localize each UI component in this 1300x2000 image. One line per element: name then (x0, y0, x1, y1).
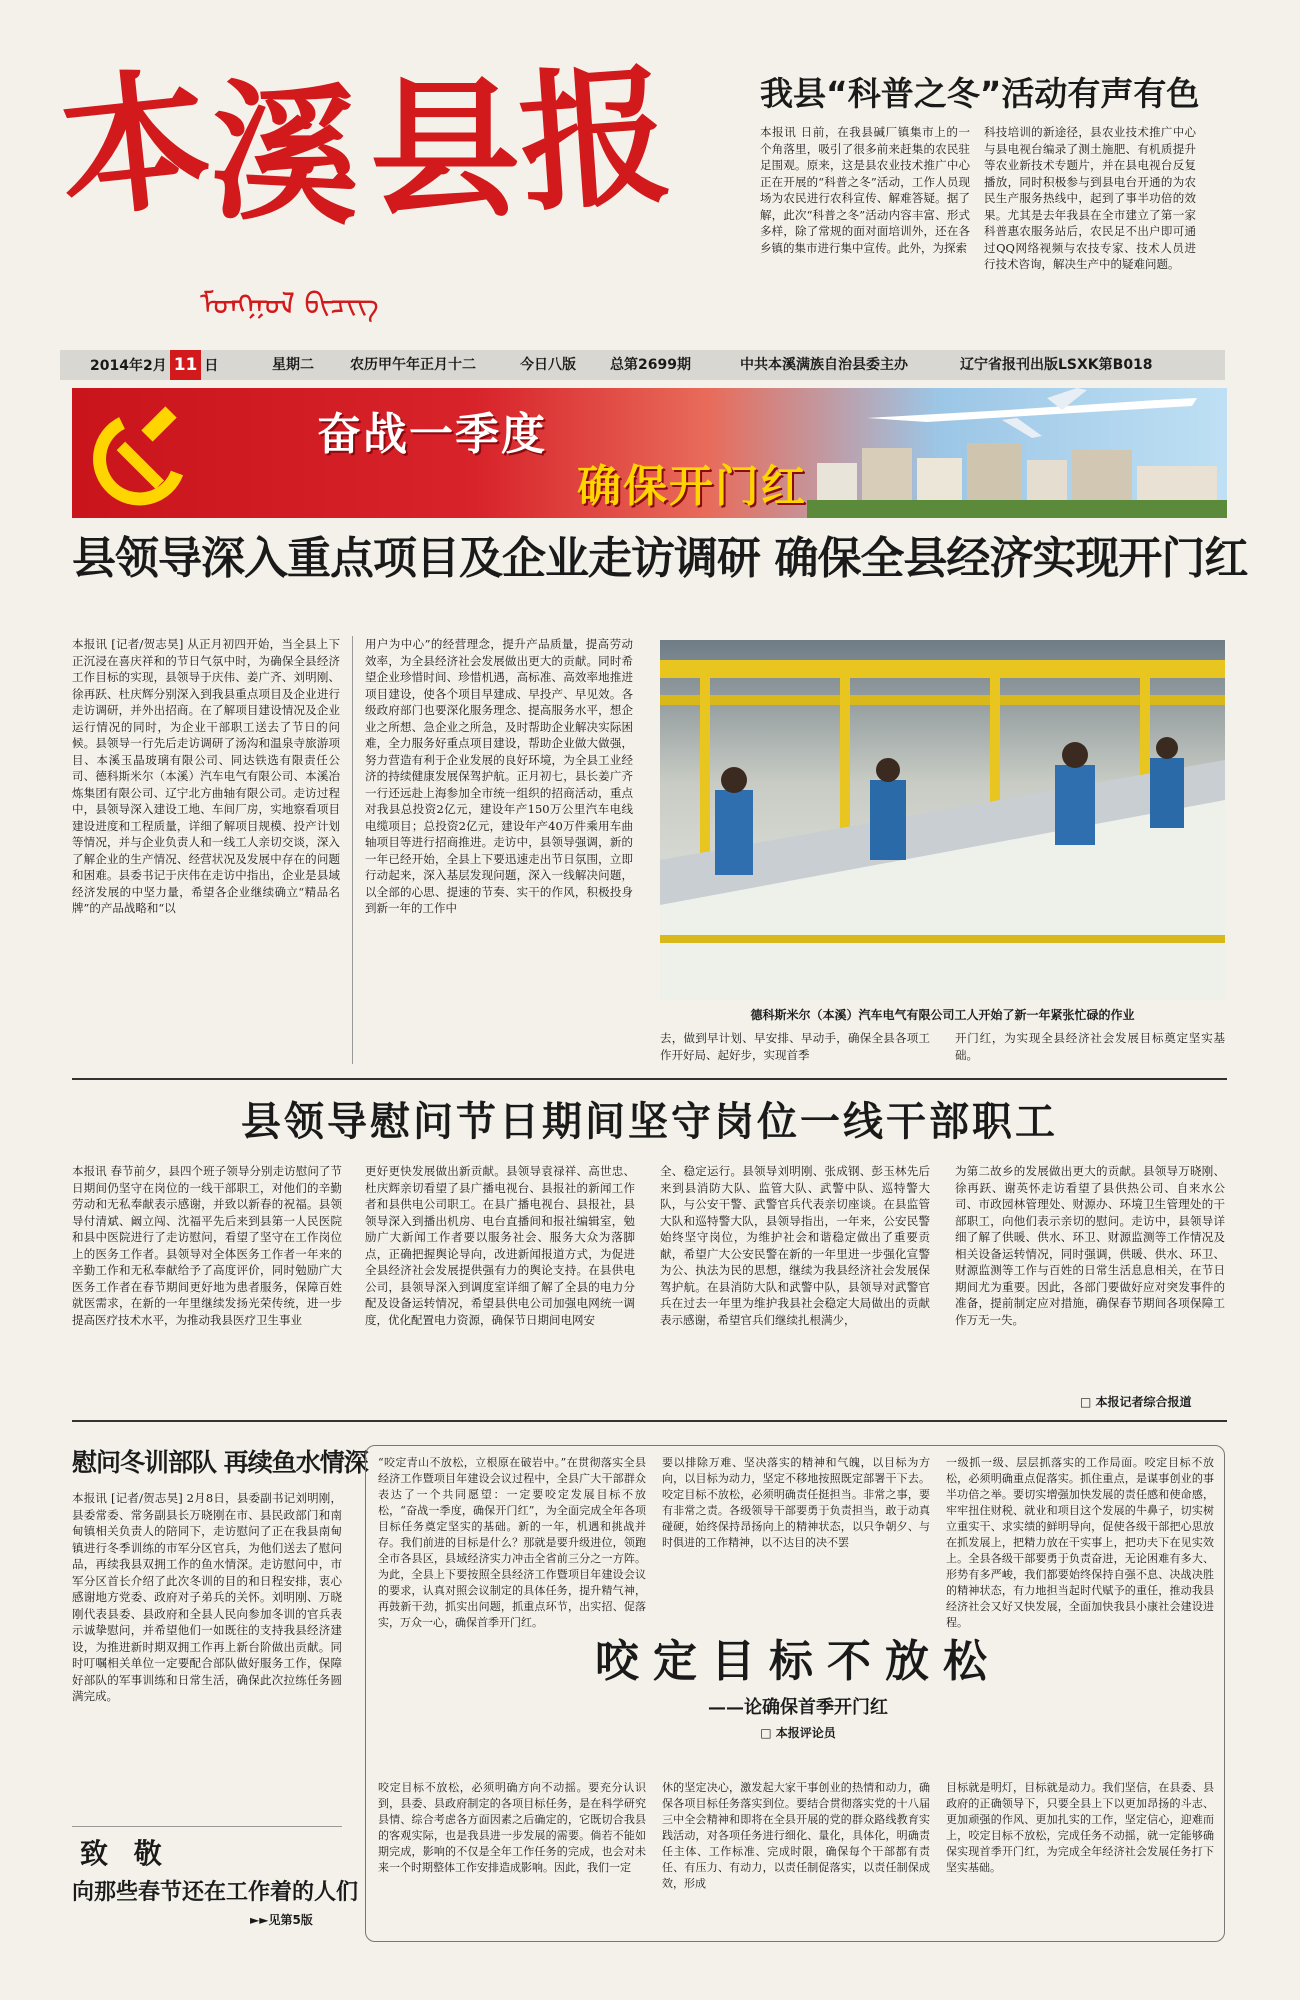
lunar-date: 农历甲午年正月十二 (350, 357, 476, 373)
date-prefix: 2014年2月 (90, 358, 167, 374)
publisher: 中共本溪满族自治县委主办 (740, 357, 908, 373)
date-day: 11 (170, 350, 202, 380)
tribute-title: 致 敬 (80, 1837, 170, 1870)
masthead-char-2: 溪 (205, 63, 365, 247)
lead-column-1: 本报讯 [记者/贺志昊] 从正月初四开始，当全县上下正沉浸在喜庆祥和的节日气氛中时，为确保全县经济工作目标的实现，县领导于庆伟、姜广齐、刘明刚、徐再跃、杜庆辉分别深入到我县重点项目及企业进行走访调研，并外出招商。在了解项目建设情况及企业运行情况的同时，为企业干部职工送去了节日的问候。县领导一行先后走访调研了汤沟和温泉寺旅游项目、本溪玉晶玻璃有限公司、同达铁选有限责任公司、德科斯米尔（本溪）汽车电气有限公司、本溪冶炼集团有限公司、辽宁北方曲轴有限公司。走访过程中，县领导深入建设工地、车间厂房，实地察看项目建设进度和工程质量，详细了解项目规模、投产计划等情况，并与企业负责人和一线工人亲切交谈，深入了解企业的生产情况、经营状况及发展中存在的问题和困难。县委书记于庆伟在走访中指出，企业是县域经济发展的中坚力量，希望各企业继续确立“精品名牌”的产品战略和“以 (72, 637, 340, 915)
lead-headline: 县领导深入重点项目及企业走访调研 确保全县经济实现开门红 (72, 533, 1248, 584)
editorial-title-box (588, 1630, 1008, 1770)
license-number: 辽宁省报刊出版LSXK第B018 (960, 357, 1153, 373)
second-column-4: 为第二故乡的发展做出更大的贡献。县领导万晓刚、徐再跃、谢英怀走访看望了县供热公司、自来水公司、市政园林管理处、财源办、环境卫生管理处的干部职工，向他们表示亲切的慰问。走访中，县领导详细了解了供暖、供水、环卫、财源监测等工作情况及相关设备运转情况，同时强调，供暖、供水、环卫、财源监测等工作与百姓的日常生活息息相关，在节日期间尤为重要。因此，各部门要做好应对突发事件的准备，提前制定应对措施，确保春节期间各项保障工作万无一失。 (955, 1164, 1225, 1327)
editorial-col1-bottom: 咬定目标不放松，必须明确方向不动摇。要充分认识到，县委、县政府制定的各项目标任务，是在科学研究县情、综合考虑各方面因素之后确定的，它既切合我县的客观实际，也是我县进一步发展的需要。倘若不能如期完成，影响的不仅是全年工作任务的完成，也会对未来一个时期整体工作安排造成影响。因此，我们一定 (378, 1781, 646, 1874)
lead-column-2: 用户为中心”的经营理念，提升产品质量，提高劳动效率，为全县经济社会发展做出更大的贡献。同时希望企业珍惜时间、珍惜机遇，高标准、高效率地推进项目建设，使各个项目早建成、早投产、早见效。各级政府部门也要深化服务理念、提高服务水平，想企业之所想、急企业之所急，及时帮助企业解决实际困难，全力服务好重点项目建设，帮助企业做大做强，努力营造有利于企业发展的良好环境，为全县工业经济的持续健康发展保驾护航。正月初七，县长姜广齐一行还远赴上海参加全市统一组织的招商活动，重点对我县总投资2亿元，建设年产150万公里汽车电线电缆项目；总投资2亿元，建设年产40万件乘用车曲轴项目等进行招商推进。走访中，县领导强调，新的一年已经开始，全县上下要迅速走出节日氛围，立即行动起来，深入基层发现问题，深入一线解决问题，以全部的心思、提速的节奏、实干的作风，积极投身到新一年的工作中 (365, 637, 633, 915)
editorial-byline: □ 本报评论员 (760, 1726, 836, 1740)
editorial-col2-top: 要以排除万难、坚决落实的精神和气魄，以目标为方向，以目标为动力，坚定不移地按照既定部署干下去。咬定目标不放松，必须明确责任挺担当。非常之事，要有非常之责。各级领导干部要勇于负责担当，敢于动真碰硬，始终保持昂扬向上的精神状态，以只争朝夕、与时俱进的工作精神，以不达目的决不罢 (662, 1456, 930, 1549)
masthead (51, 46, 700, 345)
party-emblem-icon (92, 398, 202, 508)
page-count: 今日八版 (520, 357, 576, 373)
masthead-char-3: 县 (370, 62, 521, 238)
dateline-bar (60, 350, 1225, 380)
second-headline: 县领导慰问节日期间坚守岗位一线干部职工 (241, 1098, 1058, 1145)
top-story-column-1: 本报讯 日前，在我县碱厂镇集市上的一个角落里，吸引了很多前来赶集的农民驻足围观。原来，这是县农业技术推广中心正在开展的“科普之冬”活动，工作人员现场为农民进行农科宣传、解难答疑。据了解，此次“科普之冬”活动内容丰富、形式多样，除了常规的面对面培训外，还在各乡镇的集市进行集中宣传。此外，为探索 (760, 125, 970, 255)
editorial-byline-text: 本报评论员 (775, 1726, 836, 1740)
lead-column-4: 开门红，为实现全县经济社会发展目标奠定坚实基础。 (955, 1031, 1225, 1062)
sidebar-headline: 慰问冬训部队 再续鱼水情深 (72, 1448, 368, 1477)
editorial-subtitle: ——论确保首季开门红 (708, 1697, 888, 1718)
second-column-2: 更好更快发展做出新贡献。县领导袁禄祥、高世忠、杜庆辉亲切看望了县广播电视台、县报社的新闻工作者和县供电公司职工。在县广播电视台、县报社，县领导深入到播出机房、电台直播间和报社编辑室，勉励广大新闻工作者要以服务社会、服务大众为落脚点，正确把握舆论导向，改进新闻报道方式，为促进全县经济社会发展提供强有力的舆论支持。在县供电公司，县领导深入到调度室详细了解了全县的电力分配及设备运转情况，希望县供电公司加强电网统一调度，优化配置电力资源，确保节日期间电网安 (365, 1164, 635, 1327)
weekday: 星期二 (272, 357, 314, 373)
date-suffix: 日 (204, 358, 219, 374)
second-byline-text: 本报记者综合报道 (1095, 1395, 1192, 1409)
banner-line-1: 奋战一季度 (317, 409, 547, 460)
factory-workers-image (660, 640, 1225, 1000)
sidebar-body: 本报讯 [记者/贺志昊] 2月8日，县委副书记刘明刚，县委常委、常务副县长万晓刚在市、县民政部门和南甸镇相关负责人的陪同下，走访慰问了正在我县南甸镇进行冬季训练的市军分区官兵，为他们送去了慰问品，再续我县双拥工作的鱼水情深。走访慰问中，市军分区首长介绍了此次冬训的目的和日程安排，衷心感谢地方党委、政府对子弟兵的关怀。刘明刚、万晓刚代表县委、县政府和全县人民向参加冬训的官兵表示诚挚慰问，并希望他们一如既往的支持我县经济建设，为推进新时期双拥工作再上新台阶做出贡献。同时叮嘱相关单位一定要配合部队做好服务工作，保障好部队的军事训练和日常生活，确保此次拉练任务圆满完成。 (72, 1491, 342, 1703)
photo-caption: 德科斯米尔（本溪）汽车电气有限公司工人开始了新一年紧张忙碌的作业 (750, 1008, 1135, 1022)
lead-column-3: 去，做到早计划、早安排、早动手，确保全县各项工作开好局、起好步，实现首季 (660, 1031, 930, 1062)
city-skyline-icon (807, 388, 1227, 518)
top-story-column-2: 科技培训的新途径，县农业技术推广中心与县电视台编录了测土施肥、有机质提升等农业新技术专题片，并在县电视台反复播放，同时积极参与到县电台开通的为农民生产服务热线中，起到了事半功倍的效果。尤其是去年我县在全市建立了第一家科普惠农服务站后，农民足不出户即可通过QQ网络视频与农技专家、技术人员进行技术咨询，解决生产中的疑难问题。 (984, 125, 1196, 271)
second-column-3: 全、稳定运行。县领导刘明刚、张成钢、彭玉林先后来到县消防大队、监管大队、武警中队、巡特警大队，与公安干警、武警官兵代表亲切座谈。在县监管大队和巡特警大队，县领导指出，一年来，公安民警始终坚守岗位，为维护社会和谐稳定做出了重要贡献，希望广大公安民警在新的一年里进一步强化宣警为公、执法为民的思想，继续为我县经济社会发展保驾护航。在县消防大队和武警中队，县领导对武警官兵在过去一年里为维护我县社会稳定大局做出的贡献表示感谢，希望官兵们继续扎根满少， (660, 1164, 930, 1327)
masthead-mongol-script: ᠮᠣᠩᠭᠣᠯ ᠪᠢᠴᠢᠭ (200, 287, 379, 322)
campaign-banner (72, 388, 1227, 518)
masthead-char-1: 本 (51, 49, 219, 241)
tribute-subtitle: 向那些春节还在工作着的人们 (72, 1879, 359, 1905)
top-story-headline: 我县“科普之冬”活动有声有色 (760, 74, 1200, 113)
editorial-col2-bottom: 休的坚定决心，激发起大家干事创业的热情和动力，确保各项目标任务落实到位。要结合贯彻落实党的十八届三中全会精神和即将在全县开展的党的群众路线教育实践活动，对各项任务进行细化、量化，具体化，明确责任主体、工作标准、完成时限，确保每个干部都有责任、有压力、有动力，以责任制促落实，以责任制保成效，形成 (662, 1781, 930, 1890)
second-column-1: 本报讯 春节前夕，县四个班子领导分别走访慰问了节日期间仍坚守在岗位的一线干部职工，对他们的辛勤劳动和无私奉献表示感谢，并致以新春的祝福。县领导付清斌、阚立闯、沈福平先后来到县第一人民医院和县中医院进行了走访慰问，看望了坚守在工作岗位上的医务工作者。县领导对全体医务工作者一年来的辛勤工作和无私奉献给予了高度评价，同时勉励广大医务工作者在春节期间更好地为患者服务，保障百姓就医需求，在新的一年里继续发扬光荣传统，进一步提高医疗技术水平，为推动我县医疗卫生事业 (72, 1164, 342, 1327)
masthead-char-4: 报 (514, 46, 676, 234)
editorial-title: 咬定目标不放松 (595, 1636, 1001, 1687)
editorial-col1-top: “咬定青山不放松，立根原在破岩中。”在贯彻落实全县经济工作暨项目年建设会议过程中，全县广大干部群众表达了一个共同愿望：一定要咬定发展目标不放松，“奋战一季度，确保开门红”，为全面完成全年各项目标任务奠定坚实的基础。新的一年，机遇和挑战并存。我们前进的目标是什么？那就是要升级进位，领跑全市各县区，县域经济实力冲击全省前三分之一方阵。为此，全县上下要按照全县经济工作暨项目年建设会议的要求，认真对照会议制定的具体任务，提升精气神，再鼓新干劲，抓实出问题，抓重点环节，出实招、促落实，万众一心，确保首季开门红。 (378, 1456, 646, 1629)
editorial-col3-top: 一级抓一级、层层抓落实的工作局面。咬定目标不放松，必须明确重点促落实。抓住重点，是谋事创业的事半功倍之举。要切实增强加快发展的责任感和使命感，牢牢扭住财税、就业和项目这个发展的牛鼻子，切实树立重实干、求实绩的鲜明导向，促使各级干部把心思放在抓发展上，把精力放在干实事上，把功夫下在见实效上。全县各级干部要勇于负责奋进，无论困难有多大、形势有多严峻，我们都要始终保持自强不息、决战决胜的精神状态，有力地担当起时代赋予的重任，推动我县经济社会又好又快发展，全面加快我县小康社会建设进程。 (946, 1456, 1214, 1629)
factory-photo (660, 640, 1225, 1000)
issue-number: 总第2699期 (610, 357, 691, 373)
second-byline: □ 本报记者综合报道 (1080, 1395, 1192, 1409)
editorial-col3-bottom: 目标就是明灯，目标就是动力。我们坚信，在县委、县政府的正确领导下，只要全县上下以更加昂扬的斗志、更加顽强的作风、更加扎实的工作，坚定信心，迎难而上，咬定目标不放松，完成任务不动摇，就一定能够确保实现首季开门红，为完成全年经济社会发展任务打下坚实基础。 (946, 1781, 1214, 1874)
see-page-link[interactable]: ►►见第5版 (250, 1913, 313, 1927)
banner-line-2: 确保开门红 (577, 461, 807, 512)
